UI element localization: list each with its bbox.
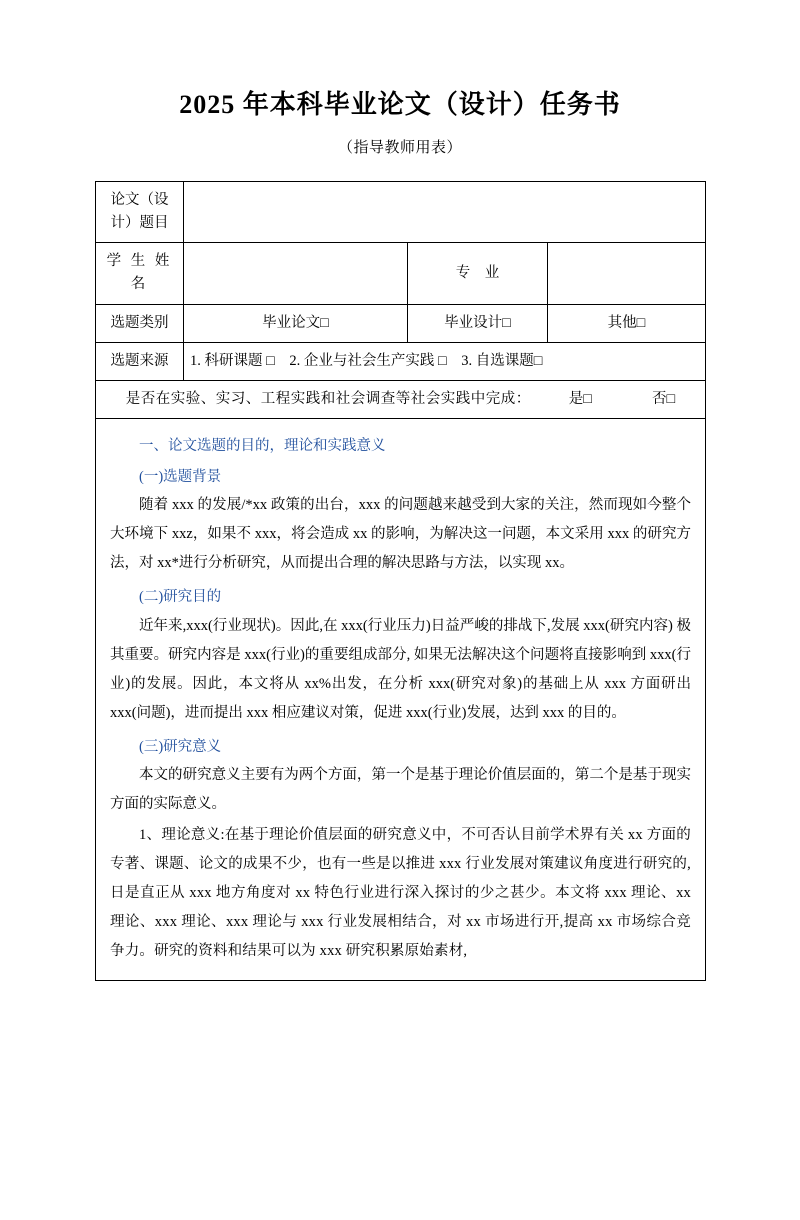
student-name-label: 学 生 姓 名 xyxy=(96,243,184,304)
subsection-heading-purpose: (二)研究目的 xyxy=(139,589,222,606)
topic-source-label: 选题来源 xyxy=(96,342,184,380)
table-row-student xyxy=(96,243,706,304)
page-subtitle: （指导教师用表） xyxy=(337,139,462,156)
section-heading-1: 一、论文选题的目的，理论和实践意义 xyxy=(139,438,386,455)
table-row-content xyxy=(96,419,706,981)
subsection-heading-background: (一)选题背景 xyxy=(139,469,222,486)
thesis-title-label: 论文（设计）题目 xyxy=(96,181,184,242)
content-cell xyxy=(96,419,706,981)
topic-category-option-design[interactable]: 毕业设计□ xyxy=(408,304,548,342)
topic-category-option-thesis[interactable]: 毕业论文□ xyxy=(184,304,408,342)
thesis-title-field[interactable] xyxy=(184,181,706,242)
subsection-heading-significance: (三)研究意义 xyxy=(139,738,222,755)
practice-question-cell xyxy=(96,380,706,418)
task-form-table xyxy=(95,181,706,981)
paragraph-significance: 本文的研究意义主要有为两个方面，第一个是基于理论价值层面的，第二个是基于现实方面的实际意义。 xyxy=(110,766,692,812)
paragraph-theoretical-significance: 1、理论意义:在基于理论价值层面的研究意义中，不可否认目前学术界有关 xx 方面的专著、课题、论文的成果不少，也有一些是以推进 xxx 行业发展对策建议角度进行研究的,日是直正从 xxx 地方角度对 xx 特色行业进行深入探讨的少之甚少。本文将 xxx 理论、xx 理论、xxx 理论、xxx 理论与 xxx 行业发展相结合，对 xx 市场进行开,提高 xx 市场综合竞争力。研究的资料和结果可以为 xxx 研究积累原始素材, xyxy=(110,826,692,959)
topic-category-option-other[interactable]: 其他□ xyxy=(548,304,706,342)
table-row-practice xyxy=(96,380,706,418)
student-name-field[interactable] xyxy=(184,243,408,304)
major-field[interactable] xyxy=(548,243,706,304)
table-row-topic-category xyxy=(96,304,706,342)
table-row-topic-source xyxy=(96,342,706,380)
practice-yes-checkbox[interactable]: 是□ xyxy=(568,390,592,407)
topic-category-label: 选题类别 xyxy=(96,304,184,342)
paragraph-purpose: 近年来,xxx(行业现状)。因此,在 xxx(行业压力)日益严峻的排战下,发展 xxx(研究内容) 极其重要。研究内容是 xxx(行业)的重要组成部分, 如果无法解决这个问题将直接影响到 xxx(行业)的发展。因此，本文将从 xx%出发，在分析 xxx(研究对象)的基础上从 xxx 方面研出 xxx(问题)，进而提出 xxx 相应建议对策，促进 xxx(行业)发展，达到 xxx 的目的。 xyxy=(110,617,692,721)
practice-question-label: 是否在实验、实习、工程实践和社会调查等社会实践中完成： xyxy=(125,390,531,407)
page-title: 2025 年本科毕业论文（设计）任务书 xyxy=(179,90,621,119)
practice-no-checkbox[interactable]: 否□ xyxy=(652,390,676,407)
table-row-thesis-title xyxy=(96,181,706,242)
paragraph-background: 随着 xxx 的发展/*xx 政策的出台，xxx 的问题越来越受到大家的关注，然而现如今整个大环境下 xxz，如果不 xxx，将会造成 xx 的影响，为解决这一问题，本文采用 xxx 的研究方法，对 xx*进行分析研究，从而提出合理的解决思路与方法，以实现 xx。 xyxy=(110,497,692,572)
topic-source-options[interactable]: 1. 科研课题 □ 2. 企业与社会生产实践 □ 3. 自选课题□ xyxy=(184,342,706,380)
document-page xyxy=(0,88,800,1220)
major-label: 专 业 xyxy=(408,243,548,304)
